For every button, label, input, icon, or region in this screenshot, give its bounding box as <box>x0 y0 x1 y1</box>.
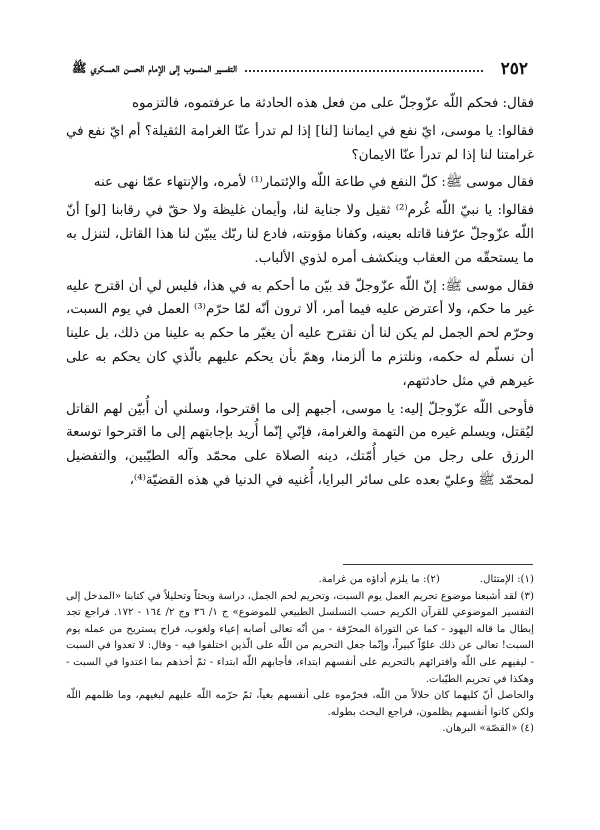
paragraph: فأوحى اللّه عزّوجلّ إليه: يا موسى، أجبهم إلى ما اقترحوا، وسلني أن أُبيّن لهم القاتل ليُقتل، ويسلم غيره من التهمة والغرامة، فإنّي إنّما أُريد بإجابتهم إلى ما اقترحوا توسعة الرزق على رجل من خيار أُمّتك، دينه الصلاة على محمّد وآله الطيّبين، والتفضيل لمحمّد ﷺ وعليّ بعده على سائر البرايا، أُغنيه في الدنيا في هذه القضيّة⁽⁴⁾، <box>66 401 534 488</box>
footnote-1: (١): الإمتثال. <box>479 574 534 585</box>
footnotes <box>66 572 534 738</box>
book-title: التفسير المنسوب إلى الإمام الحسن العسكري ﷺ <box>72 60 238 75</box>
paragraph: فقالوا: يا نبيّ اللّه غُرم⁽²⁾ ثقيل ولا جناية لنا، وأيمان غليظة ولا حقّ في رقابنا [لو] أنّ اللّه عزّوجلّ عرّفنا قاتله بعينه، وكفانا مؤونته، فادع لنا ربّك يبيّن لنا هذا القاتل، لتنزل به ما يستحقّه من العقاب وينكشف أمره لذوي الألباب. <box>66 203 534 266</box>
footnote-3: (٣) لقد أشبعنا موضوع تحريم العمل يوم السبت، وتحريم لحم الجمل، دراسة وبحثاً وتحليلاً في كتابنا «المدخل إلى التفسير الموضوعي للقرآن الكريم حسب التسلسل الطبيعي للموضوع» ج ١/ ٣٦ وج ٢/ ١٦٤ - ١٧٢. فراجع تجد إبطال ما قاله اليهود - كما عن التوراة المحرّفة - من أنّه تعالى أصابه إعياء ولغوب، فراح يستريح من عمله يوم السبت! تعالى عن ذلك علوّاً كبيراً، وإنّما جعل التحريم من اللّه على الّذين اختلفوا فيه - وقال: لا تعدوا في السبت - ليفيهم على اللّه وافترائهم بالتحريم على أنفسهم ابتداء، فأجابهم اللّه ابتداء - ثمّ أخذهم بما اعتدوا في السبت - وهكذا في تحريم الطيّبات. <box>66 590 534 685</box>
footnote-separator <box>343 564 533 565</box>
footnote-2: (٢): ما يلزم أداؤه من غرامة. <box>318 574 440 585</box>
paragraph: فقال: فحكم اللّه عزّوجلّ على من فعل هذه الحادثة ما عرفتموه، فالتزموه <box>132 96 534 111</box>
footnote-3-continued: والحاصل أنّ كليهما كان حلالاً من اللّه، فحرّموه على أنفسهم بغياً، ثمّ حرّمه اللّه عليهم لبغيهم، وما ظلمهم اللّه ولكن كانوا أنفسهم يظلمون، فراجع البحث بطوله. <box>66 690 534 718</box>
paragraph: فقال موسى ﷺ: كلّ النفع في طاعة اللّه والإئتمار⁽¹⁾ لأمره، والإنتهاء عمّا نهى عنه <box>93 175 534 191</box>
paragraph: فقال موسى ﷺ: إنّ اللّه عزّوجلّ قد بيّن ما أحكم به في هذا، فليس لي أن اقترح عليه غير ما حكم، ولا أعترض عليه فيما أمر، ألا ترون أنّه لمّا حرّم⁽³⁾ العمل في يوم السبت، وحرّم لحم الجمل لم يكن لنا أن نقترح عليه أن يغيّر ما حكم به علينا من ذلك، بل علينا أن نسلّم له حكمه، ونلتزم ما ألزمنا، وهمّ بأن يحكم عليهم بالّذي كان يحكم به على غيرهم في مثل حادثتهم، <box>66 278 534 389</box>
running-header <box>72 58 528 80</box>
main-text <box>66 92 534 497</box>
paragraph: فقالوا: يا موسى، ايّ نفع في ايماننا [لنا] إذا لم تدرأ عنّا الغرامة الثقيلة؟ أم ايّ نفع في غرامتنا لنا إذا لم تدرأ عنّا الايمان؟ <box>66 123 534 163</box>
footnote-row <box>66 572 534 589</box>
footnote-4: (٤) «القصّة» البرهان. <box>442 723 534 735</box>
header-ornament <box>245 70 483 72</box>
page-number: ٢٥٢ <box>500 59 528 79</box>
